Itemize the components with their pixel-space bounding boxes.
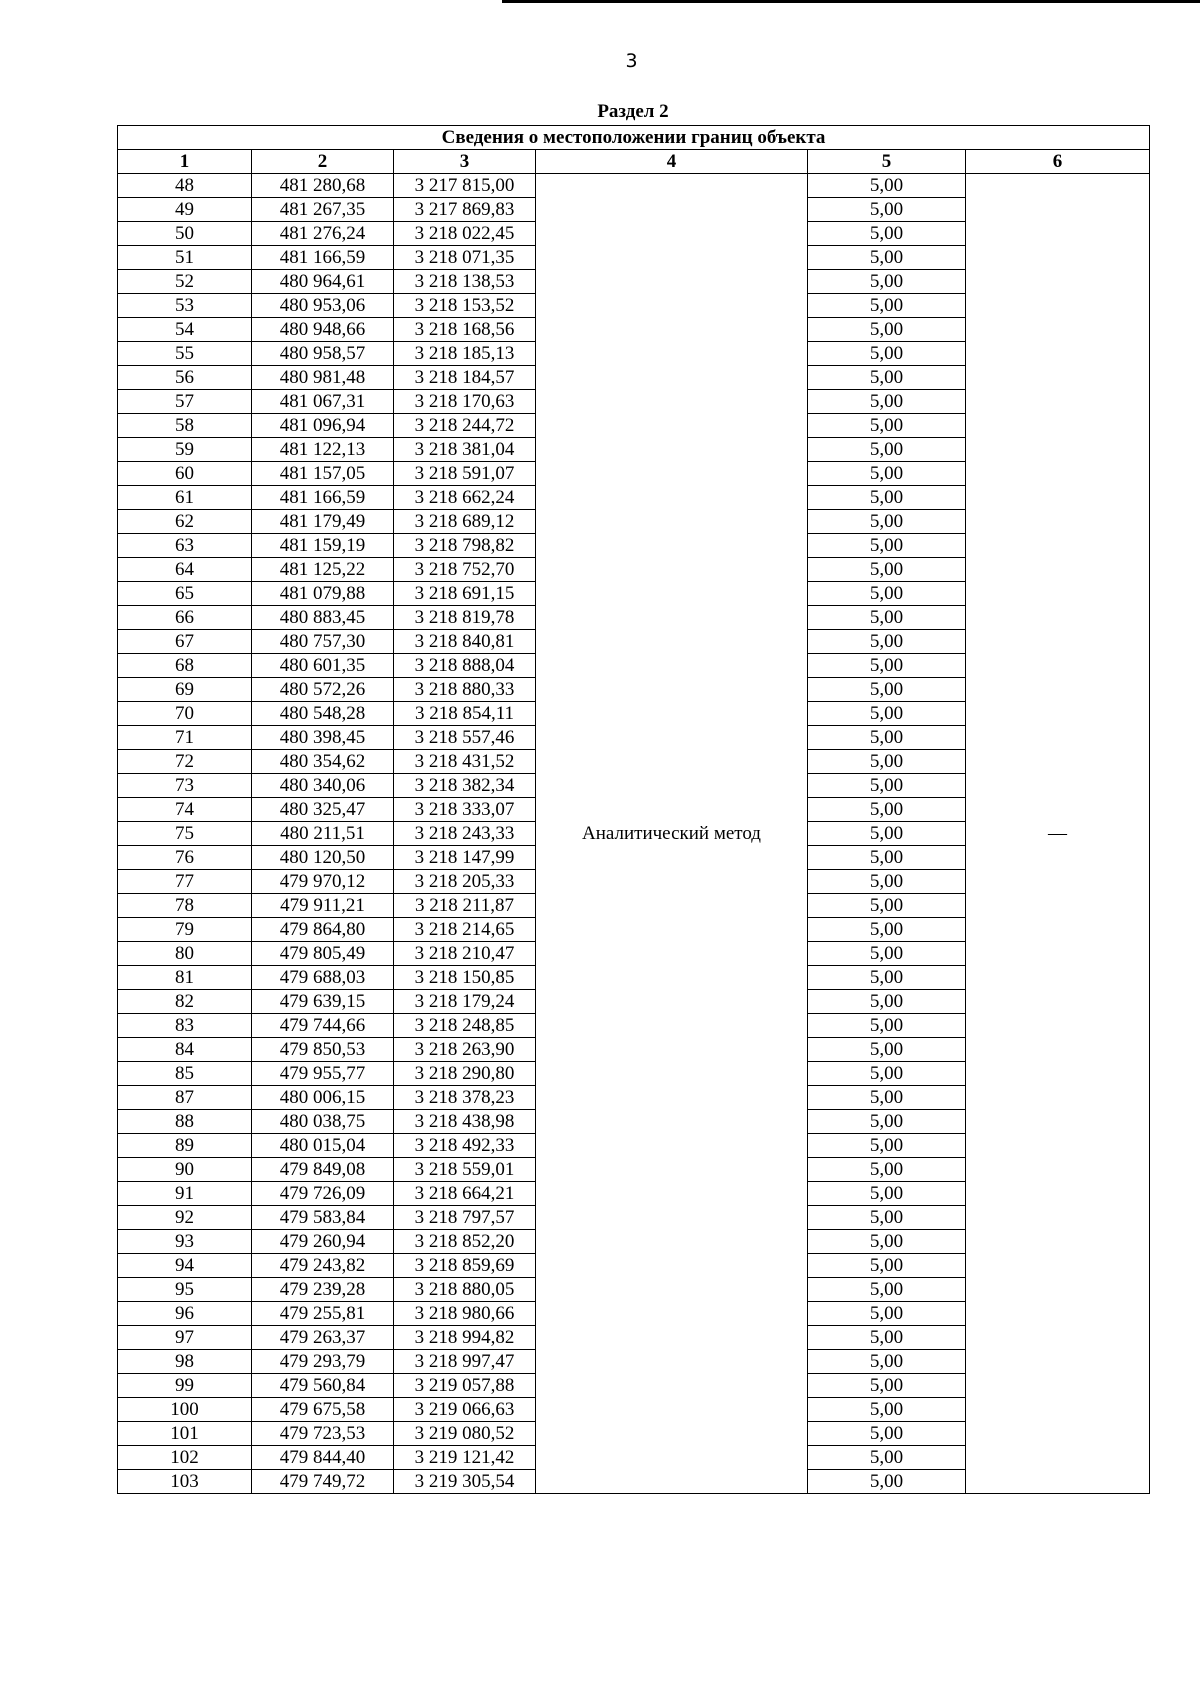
accuracy-cell: 5,00 xyxy=(808,1086,966,1110)
column-number: 1 xyxy=(118,150,252,174)
page-number: 3 xyxy=(625,50,638,72)
x-coordinate-cell: 481 096,94 xyxy=(252,414,394,438)
y-coordinate-cell: 3 218 214,65 xyxy=(394,918,536,942)
x-coordinate-cell: 479 805,49 xyxy=(252,942,394,966)
x-coordinate-cell: 480 572,26 xyxy=(252,678,394,702)
accuracy-cell: 5,00 xyxy=(808,1206,966,1230)
x-coordinate-cell: 479 849,08 xyxy=(252,1158,394,1182)
point-number-cell: 102 xyxy=(118,1446,252,1470)
point-number-cell: 81 xyxy=(118,966,252,990)
point-number-cell: 67 xyxy=(118,630,252,654)
point-number-cell: 84 xyxy=(118,1038,252,1062)
point-number-cell: 83 xyxy=(118,1014,252,1038)
x-coordinate-cell: 480 964,61 xyxy=(252,270,394,294)
accuracy-cell: 5,00 xyxy=(808,1350,966,1374)
y-coordinate-cell: 3 218 071,35 xyxy=(394,246,536,270)
accuracy-cell: 5,00 xyxy=(808,1398,966,1422)
y-coordinate-cell: 3 218 244,72 xyxy=(394,414,536,438)
column-number: 5 xyxy=(808,150,966,174)
accuracy-cell: 5,00 xyxy=(808,582,966,606)
accuracy-cell: 5,00 xyxy=(808,294,966,318)
point-number-cell: 51 xyxy=(118,246,252,270)
point-number-cell: 93 xyxy=(118,1230,252,1254)
point-number-cell: 75 xyxy=(118,822,252,846)
point-number-cell: 56 xyxy=(118,366,252,390)
column-number: 6 xyxy=(966,150,1150,174)
point-number-cell: 59 xyxy=(118,438,252,462)
column-number-row xyxy=(118,150,1150,174)
column-number: 2 xyxy=(252,150,394,174)
point-number-cell: 73 xyxy=(118,774,252,798)
point-number-cell: 54 xyxy=(118,318,252,342)
y-coordinate-cell: 3 217 869,83 xyxy=(394,198,536,222)
accuracy-cell: 5,00 xyxy=(808,1134,966,1158)
x-coordinate-cell: 479 844,40 xyxy=(252,1446,394,1470)
accuracy-cell: 5,00 xyxy=(808,1230,966,1254)
column-number: 3 xyxy=(394,150,536,174)
accuracy-cell: 5,00 xyxy=(808,606,966,630)
accuracy-cell: 5,00 xyxy=(808,846,966,870)
y-coordinate-cell: 3 218 184,57 xyxy=(394,366,536,390)
point-number-cell: 87 xyxy=(118,1086,252,1110)
x-coordinate-cell: 480 958,57 xyxy=(252,342,394,366)
point-number-cell: 72 xyxy=(118,750,252,774)
accuracy-cell: 5,00 xyxy=(808,438,966,462)
accuracy-cell: 5,00 xyxy=(808,342,966,366)
y-coordinate-cell: 3 218 880,05 xyxy=(394,1278,536,1302)
point-number-cell: 65 xyxy=(118,582,252,606)
accuracy-cell: 5,00 xyxy=(808,1110,966,1134)
accuracy-cell: 5,00 xyxy=(808,1446,966,1470)
accuracy-cell: 5,00 xyxy=(808,798,966,822)
method-cell: Аналитический метод xyxy=(536,174,808,1494)
y-coordinate-cell: 3 218 840,81 xyxy=(394,630,536,654)
point-number-cell: 69 xyxy=(118,678,252,702)
y-coordinate-cell: 3 218 591,07 xyxy=(394,462,536,486)
x-coordinate-cell: 479 255,81 xyxy=(252,1302,394,1326)
point-number-cell: 57 xyxy=(118,390,252,414)
y-coordinate-cell: 3 218 752,70 xyxy=(394,558,536,582)
y-coordinate-cell: 3 218 147,99 xyxy=(394,846,536,870)
y-coordinate-cell: 3 218 664,21 xyxy=(394,1182,536,1206)
y-coordinate-cell: 3 218 168,56 xyxy=(394,318,536,342)
x-coordinate-cell: 479 583,84 xyxy=(252,1206,394,1230)
x-coordinate-cell: 481 067,31 xyxy=(252,390,394,414)
accuracy-cell: 5,00 xyxy=(808,726,966,750)
accuracy-cell: 5,00 xyxy=(808,1062,966,1086)
point-number-cell: 78 xyxy=(118,894,252,918)
point-number-cell: 61 xyxy=(118,486,252,510)
point-number-cell: 63 xyxy=(118,534,252,558)
x-coordinate-cell: 481 079,88 xyxy=(252,582,394,606)
accuracy-cell: 5,00 xyxy=(808,1302,966,1326)
x-coordinate-cell: 480 953,06 xyxy=(252,294,394,318)
accuracy-cell: 5,00 xyxy=(808,198,966,222)
point-number-cell: 52 xyxy=(118,270,252,294)
x-coordinate-cell: 480 981,48 xyxy=(252,366,394,390)
y-coordinate-cell: 3 218 290,80 xyxy=(394,1062,536,1086)
x-coordinate-cell: 480 948,66 xyxy=(252,318,394,342)
point-number-cell: 82 xyxy=(118,990,252,1014)
accuracy-cell: 5,00 xyxy=(808,870,966,894)
x-coordinate-cell: 479 675,58 xyxy=(252,1398,394,1422)
y-coordinate-cell: 3 218 022,45 xyxy=(394,222,536,246)
x-coordinate-cell: 480 398,45 xyxy=(252,726,394,750)
x-coordinate-cell: 480 340,06 xyxy=(252,774,394,798)
accuracy-cell: 5,00 xyxy=(808,702,966,726)
y-coordinate-cell: 3 218 980,66 xyxy=(394,1302,536,1326)
x-coordinate-cell: 479 688,03 xyxy=(252,966,394,990)
point-number-cell: 70 xyxy=(118,702,252,726)
x-coordinate-cell: 479 560,84 xyxy=(252,1374,394,1398)
y-coordinate-cell: 3 218 248,85 xyxy=(394,1014,536,1038)
y-coordinate-cell: 3 218 438,98 xyxy=(394,1110,536,1134)
x-coordinate-cell: 481 267,35 xyxy=(252,198,394,222)
y-coordinate-cell: 3 218 138,53 xyxy=(394,270,536,294)
accuracy-cell: 5,00 xyxy=(808,822,966,846)
x-coordinate-cell: 481 157,05 xyxy=(252,462,394,486)
y-coordinate-cell: 3 218 994,82 xyxy=(394,1326,536,1350)
x-coordinate-cell: 480 757,30 xyxy=(252,630,394,654)
y-coordinate-cell: 3 218 153,52 xyxy=(394,294,536,318)
point-number-cell: 99 xyxy=(118,1374,252,1398)
x-coordinate-cell: 480 354,62 xyxy=(252,750,394,774)
y-coordinate-cell: 3 218 689,12 xyxy=(394,510,536,534)
x-coordinate-cell: 481 179,49 xyxy=(252,510,394,534)
accuracy-cell: 5,00 xyxy=(808,390,966,414)
x-coordinate-cell: 480 015,04 xyxy=(252,1134,394,1158)
x-coordinate-cell: 479 955,77 xyxy=(252,1062,394,1086)
accuracy-cell: 5,00 xyxy=(808,1014,966,1038)
point-number-cell: 49 xyxy=(118,198,252,222)
point-number-cell: 88 xyxy=(118,1110,252,1134)
x-coordinate-cell: 479 639,15 xyxy=(252,990,394,1014)
y-coordinate-cell: 3 219 080,52 xyxy=(394,1422,536,1446)
point-number-cell: 48 xyxy=(118,174,252,198)
accuracy-cell: 5,00 xyxy=(808,654,966,678)
x-coordinate-cell: 479 293,79 xyxy=(252,1350,394,1374)
accuracy-cell: 5,00 xyxy=(808,942,966,966)
point-number-cell: 64 xyxy=(118,558,252,582)
x-coordinate-cell: 481 125,22 xyxy=(252,558,394,582)
point-number-cell: 91 xyxy=(118,1182,252,1206)
x-coordinate-cell: 479 263,37 xyxy=(252,1326,394,1350)
point-number-cell: 89 xyxy=(118,1134,252,1158)
y-coordinate-cell: 3 218 854,11 xyxy=(394,702,536,726)
point-number-cell: 60 xyxy=(118,462,252,486)
point-number-cell: 62 xyxy=(118,510,252,534)
y-coordinate-cell: 3 218 859,69 xyxy=(394,1254,536,1278)
accuracy-cell: 5,00 xyxy=(808,990,966,1014)
x-coordinate-cell: 479 911,21 xyxy=(252,894,394,918)
point-number-cell: 92 xyxy=(118,1206,252,1230)
y-coordinate-cell: 3 218 557,46 xyxy=(394,726,536,750)
point-number-cell: 94 xyxy=(118,1254,252,1278)
point-number-cell: 90 xyxy=(118,1158,252,1182)
point-number-cell: 71 xyxy=(118,726,252,750)
accuracy-cell: 5,00 xyxy=(808,510,966,534)
accuracy-cell: 5,00 xyxy=(808,630,966,654)
accuracy-cell: 5,00 xyxy=(808,678,966,702)
accuracy-cell: 5,00 xyxy=(808,1422,966,1446)
point-number-cell: 77 xyxy=(118,870,252,894)
point-number-cell: 100 xyxy=(118,1398,252,1422)
x-coordinate-cell: 480 006,15 xyxy=(252,1086,394,1110)
y-coordinate-cell: 3 218 852,20 xyxy=(394,1230,536,1254)
x-coordinate-cell: 479 243,82 xyxy=(252,1254,394,1278)
accuracy-cell: 5,00 xyxy=(808,1254,966,1278)
point-number-cell: 101 xyxy=(118,1422,252,1446)
accuracy-cell: 5,00 xyxy=(808,918,966,942)
accuracy-cell: 5,00 xyxy=(808,414,966,438)
y-coordinate-cell: 3 219 121,42 xyxy=(394,1446,536,1470)
x-coordinate-cell: 480 120,50 xyxy=(252,846,394,870)
y-coordinate-cell: 3 218 378,23 xyxy=(394,1086,536,1110)
accuracy-cell: 5,00 xyxy=(808,1326,966,1350)
x-coordinate-cell: 480 548,28 xyxy=(252,702,394,726)
y-coordinate-cell: 3 218 263,90 xyxy=(394,1038,536,1062)
x-coordinate-cell: 481 166,59 xyxy=(252,486,394,510)
accuracy-cell: 5,00 xyxy=(808,486,966,510)
x-coordinate-cell: 479 970,12 xyxy=(252,870,394,894)
x-coordinate-cell: 480 038,75 xyxy=(252,1110,394,1134)
accuracy-cell: 5,00 xyxy=(808,774,966,798)
y-coordinate-cell: 3 218 888,04 xyxy=(394,654,536,678)
accuracy-cell: 5,00 xyxy=(808,966,966,990)
point-number-cell: 97 xyxy=(118,1326,252,1350)
point-number-cell: 55 xyxy=(118,342,252,366)
y-coordinate-cell: 3 218 210,47 xyxy=(394,942,536,966)
remarks-cell: — xyxy=(966,174,1150,1494)
y-coordinate-cell: 3 218 150,85 xyxy=(394,966,536,990)
y-coordinate-cell: 3 219 305,54 xyxy=(394,1470,536,1494)
point-number-cell: 98 xyxy=(118,1350,252,1374)
section-title: Раздел 2 xyxy=(597,101,669,122)
point-number-cell: 74 xyxy=(118,798,252,822)
top-rule xyxy=(502,0,1200,3)
accuracy-cell: 5,00 xyxy=(808,318,966,342)
x-coordinate-cell: 479 749,72 xyxy=(252,1470,394,1494)
accuracy-cell: 5,00 xyxy=(808,1278,966,1302)
y-coordinate-cell: 3 218 880,33 xyxy=(394,678,536,702)
accuracy-cell: 5,00 xyxy=(808,1182,966,1206)
point-number-cell: 58 xyxy=(118,414,252,438)
x-coordinate-cell: 479 726,09 xyxy=(252,1182,394,1206)
x-coordinate-cell: 480 883,45 xyxy=(252,606,394,630)
accuracy-cell: 5,00 xyxy=(808,1470,966,1494)
y-coordinate-cell: 3 218 211,87 xyxy=(394,894,536,918)
x-coordinate-cell: 481 159,19 xyxy=(252,534,394,558)
table-row xyxy=(118,174,1150,198)
y-coordinate-cell: 3 218 559,01 xyxy=(394,1158,536,1182)
x-coordinate-cell: 480 211,51 xyxy=(252,822,394,846)
y-coordinate-cell: 3 218 381,04 xyxy=(394,438,536,462)
y-coordinate-cell: 3 218 691,15 xyxy=(394,582,536,606)
y-coordinate-cell: 3 218 170,63 xyxy=(394,390,536,414)
y-coordinate-cell: 3 218 492,33 xyxy=(394,1134,536,1158)
point-number-cell: 95 xyxy=(118,1278,252,1302)
y-coordinate-cell: 3 218 431,52 xyxy=(394,750,536,774)
accuracy-cell: 5,00 xyxy=(808,366,966,390)
y-coordinate-cell: 3 218 819,78 xyxy=(394,606,536,630)
y-coordinate-cell: 3 218 997,47 xyxy=(394,1350,536,1374)
accuracy-cell: 5,00 xyxy=(808,222,966,246)
y-coordinate-cell: 3 218 205,33 xyxy=(394,870,536,894)
point-number-cell: 68 xyxy=(118,654,252,678)
point-number-cell: 80 xyxy=(118,942,252,966)
boundary-coordinates-table xyxy=(117,125,1150,1494)
x-coordinate-cell: 479 239,28 xyxy=(252,1278,394,1302)
y-coordinate-cell: 3 218 797,57 xyxy=(394,1206,536,1230)
point-number-cell: 53 xyxy=(118,294,252,318)
y-coordinate-cell: 3 218 179,24 xyxy=(394,990,536,1014)
point-number-cell: 66 xyxy=(118,606,252,630)
y-coordinate-cell: 3 219 066,63 xyxy=(394,1398,536,1422)
accuracy-cell: 5,00 xyxy=(808,462,966,486)
point-number-cell: 96 xyxy=(118,1302,252,1326)
accuracy-cell: 5,00 xyxy=(808,750,966,774)
x-coordinate-cell: 479 723,53 xyxy=(252,1422,394,1446)
y-coordinate-cell: 3 219 057,88 xyxy=(394,1374,536,1398)
accuracy-cell: 5,00 xyxy=(808,894,966,918)
point-number-cell: 85 xyxy=(118,1062,252,1086)
x-coordinate-cell: 481 122,13 xyxy=(252,438,394,462)
column-number: 4 xyxy=(536,150,808,174)
y-coordinate-cell: 3 218 662,24 xyxy=(394,486,536,510)
y-coordinate-cell: 3 218 243,33 xyxy=(394,822,536,846)
table-body xyxy=(118,174,1150,1494)
point-number-cell: 50 xyxy=(118,222,252,246)
x-coordinate-cell: 480 325,47 xyxy=(252,798,394,822)
point-number-cell: 79 xyxy=(118,918,252,942)
accuracy-cell: 5,00 xyxy=(808,1038,966,1062)
x-coordinate-cell: 481 280,68 xyxy=(252,174,394,198)
x-coordinate-cell: 479 850,53 xyxy=(252,1038,394,1062)
x-coordinate-cell: 481 276,24 xyxy=(252,222,394,246)
point-number-cell: 103 xyxy=(118,1470,252,1494)
x-coordinate-cell: 480 601,35 xyxy=(252,654,394,678)
accuracy-cell: 5,00 xyxy=(808,1158,966,1182)
accuracy-cell: 5,00 xyxy=(808,534,966,558)
accuracy-cell: 5,00 xyxy=(808,558,966,582)
y-coordinate-cell: 3 218 185,13 xyxy=(394,342,536,366)
point-number-cell: 76 xyxy=(118,846,252,870)
y-coordinate-cell: 3 218 382,34 xyxy=(394,774,536,798)
x-coordinate-cell: 479 260,94 xyxy=(252,1230,394,1254)
accuracy-cell: 5,00 xyxy=(808,270,966,294)
y-coordinate-cell: 3 217 815,00 xyxy=(394,174,536,198)
x-coordinate-cell: 479 744,66 xyxy=(252,1014,394,1038)
y-coordinate-cell: 3 218 333,07 xyxy=(394,798,536,822)
accuracy-cell: 5,00 xyxy=(808,174,966,198)
y-coordinate-cell: 3 218 798,82 xyxy=(394,534,536,558)
x-coordinate-cell: 479 864,80 xyxy=(252,918,394,942)
accuracy-cell: 5,00 xyxy=(808,1374,966,1398)
accuracy-cell: 5,00 xyxy=(808,246,966,270)
table-caption: Сведения о местоположении границ объекта xyxy=(118,126,1150,150)
x-coordinate-cell: 481 166,59 xyxy=(252,246,394,270)
